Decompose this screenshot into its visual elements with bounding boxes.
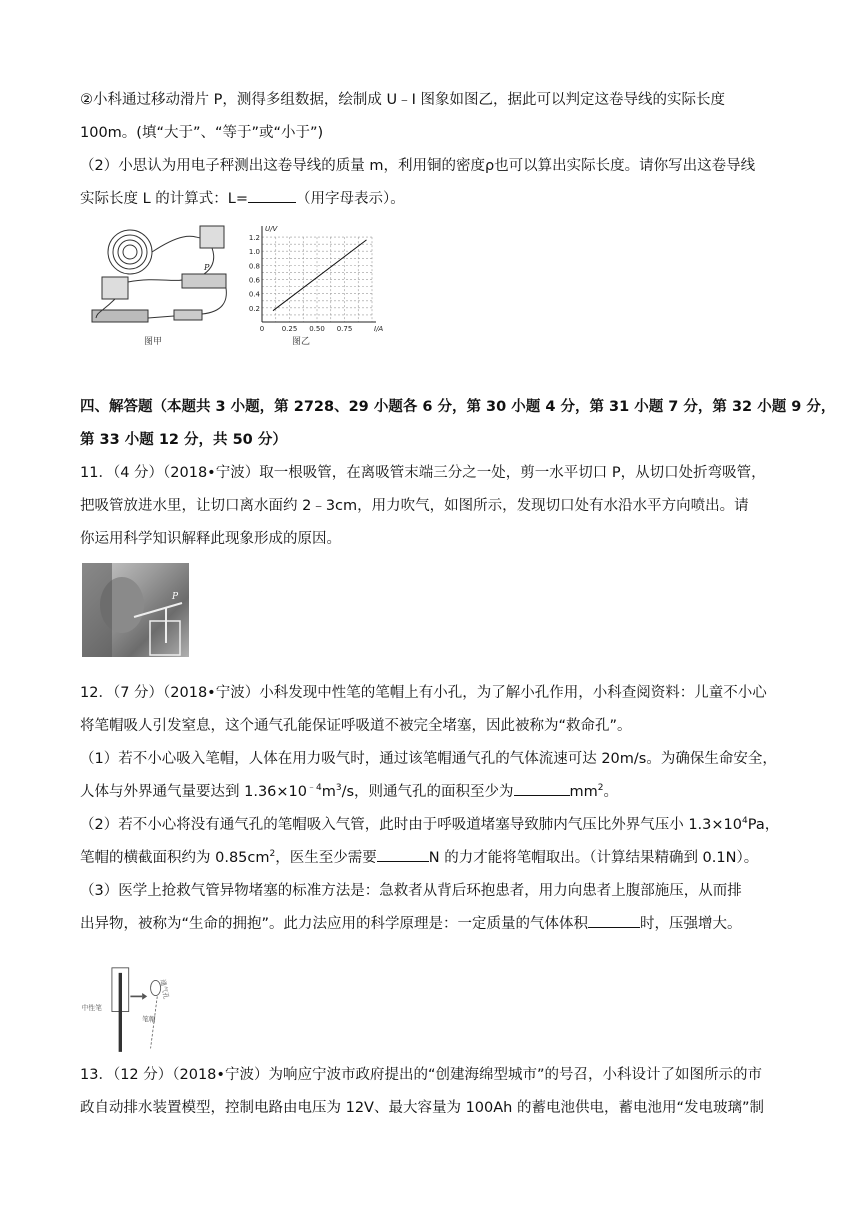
figure-label: 图乙 xyxy=(292,337,311,346)
photo-label: P xyxy=(172,592,179,602)
section-heading-cont: 第 33 小题 12 分，共 50 分） xyxy=(80,432,287,448)
superscript: 2 xyxy=(269,849,276,860)
text-span: 笔帽的横截面积约为 0.85cm xyxy=(80,850,270,866)
text-span: N 的力才能将笔帽取出。（计算结果精确到 0.1N）。 xyxy=(428,850,759,866)
superscript: 4 xyxy=(742,816,748,827)
answer-blank xyxy=(377,847,429,862)
text-line xyxy=(80,847,758,869)
text-span: mm xyxy=(569,784,598,800)
x-axis-label: I/A xyxy=(374,325,384,333)
text-span: ，医生至少需要 xyxy=(275,850,377,866)
text-line xyxy=(80,814,779,836)
y-tick-label: 0.8 xyxy=(248,262,260,271)
superscript: ﹣4 xyxy=(307,783,322,794)
y-tick-label: 0.2 xyxy=(248,304,260,313)
series-line xyxy=(273,240,367,311)
y-tick-label: 1.0 xyxy=(248,248,260,257)
text-line: （1）若不小心吸入笔帽，人体在用力吸气时，通过该笔帽通气孔的气体流速可达 20m/s。为确保生命安全， xyxy=(80,751,777,767)
question-12: 12．（7 分）（2018•宁波）小科发现中性笔的笔帽上有小孔，为了解小孔作用，小科查阅资料：儿童不小心 xyxy=(80,685,767,701)
text-line: 把吸管放进水里，让切口离水面约 2﹣3cm，用力吹气，如图所示，发现切口处有水沿水平方向喷出。请 xyxy=(80,498,749,514)
text-line: 政自动排水装置模型，控制电路由电压为 12V、最大容量为 100Ah 的蓄电池供电，蓄电池用“发电玻璃”制 xyxy=(80,1100,765,1116)
straw-photo xyxy=(82,563,189,657)
text-line: （3）医学上抢救气管异物堵塞的标准方法是：急救者从背后环抱患者，用力向患者上腹部施压，从而排 xyxy=(80,883,742,899)
answer-blank xyxy=(514,781,570,796)
text-span: m xyxy=(321,784,336,800)
answer-blank xyxy=(588,913,640,928)
pen-cap-figure xyxy=(80,944,185,1074)
formula-suffix: （用字母表示）。 xyxy=(296,191,405,207)
formula-prompt: 实际长度 L 的计算式：L= xyxy=(80,191,249,207)
x-tick-label: 0.75 xyxy=(336,325,353,333)
y-tick-label: 0.4 xyxy=(248,290,260,299)
question-11: 11．（4 分）（2018•宁波）取一根吸管，在离吸管末端三分之一处，剪一水平切口 P，从切口处折弯吸管， xyxy=(80,465,766,481)
y-tick-label: 1.2 xyxy=(248,234,260,243)
pen-label: 通气孔 xyxy=(158,978,171,1000)
x-tick-label: 0.50 xyxy=(309,325,325,333)
figure-label: 图甲 xyxy=(144,337,163,346)
x-tick-label: 0.25 xyxy=(281,325,298,333)
superscript: 3 xyxy=(335,783,342,794)
text-span: Pa， xyxy=(747,817,780,833)
circuit-figure xyxy=(82,222,242,346)
x-tick-label: 0 xyxy=(259,325,265,333)
text-span: 出异物，被称为“生命的拥抱”。此力法应用的科学原理是：一定质量的气体体积 xyxy=(80,916,589,932)
answer-blank xyxy=(248,188,296,203)
text-span: 人体与外界通气量要达到 1.36×10 xyxy=(80,784,307,800)
question-13: 13．（12 分）（2018•宁波）为响应宁波市政府提出的“创建海绵型城市”的号召，小科设计了如图所示的市 xyxy=(80,1067,762,1083)
graph-axes xyxy=(249,225,384,333)
text-span: （2）若不小心将没有通气孔的笔帽吸入气管，此时由于呼吸道堵塞导致肺内气压比外界气压小 1.3×10 xyxy=(80,817,742,833)
text-line xyxy=(80,188,405,210)
svg-text:P: P xyxy=(204,263,210,272)
y-axis-label: U/V xyxy=(265,225,278,233)
text-span: 时，压强增大。 xyxy=(640,916,742,932)
text-line xyxy=(80,913,742,935)
text-span: 。 xyxy=(603,784,619,800)
pen-label: 笔帽 xyxy=(142,1015,156,1024)
ui-graph xyxy=(248,222,388,346)
text-span: /s，则通气孔的面积至少为 xyxy=(341,784,514,800)
y-tick-label: 0.6 xyxy=(248,276,260,285)
text-line: 100m。(填“大于”、“等于”或“小于”) xyxy=(80,125,324,141)
section-heading: 四、解答题（本题共 3 小题，第 2728、29 小题各 6 分，第 30 小题 4 分，第 31 小题 7 分，第 32 小题 9 分， xyxy=(80,399,836,415)
text-line xyxy=(80,781,618,803)
text-line: （2）小思认为用电子秤测出这卷导线的质量 m，利用铜的密度ρ也可以算出实际长度。请你写出这卷导线 xyxy=(80,158,756,174)
text-line: 将笔帽吸人引发窒息，这个通气孔能保证呼吸道不被完全堵塞，因此被称为“救命孔”。 xyxy=(80,718,632,734)
graph-grid xyxy=(262,237,372,322)
superscript: 2 xyxy=(597,783,604,794)
pen-label: 中性笔 xyxy=(81,1003,102,1012)
text-line: 你运用科学知识解释此现象形成的原因。 xyxy=(80,531,341,547)
text-line: ②小科通过移动滑片 P，测得多组数据，绘制成 U﹣I 图象如图乙，据此可以判定这卷导线的实际长度 xyxy=(80,92,725,108)
